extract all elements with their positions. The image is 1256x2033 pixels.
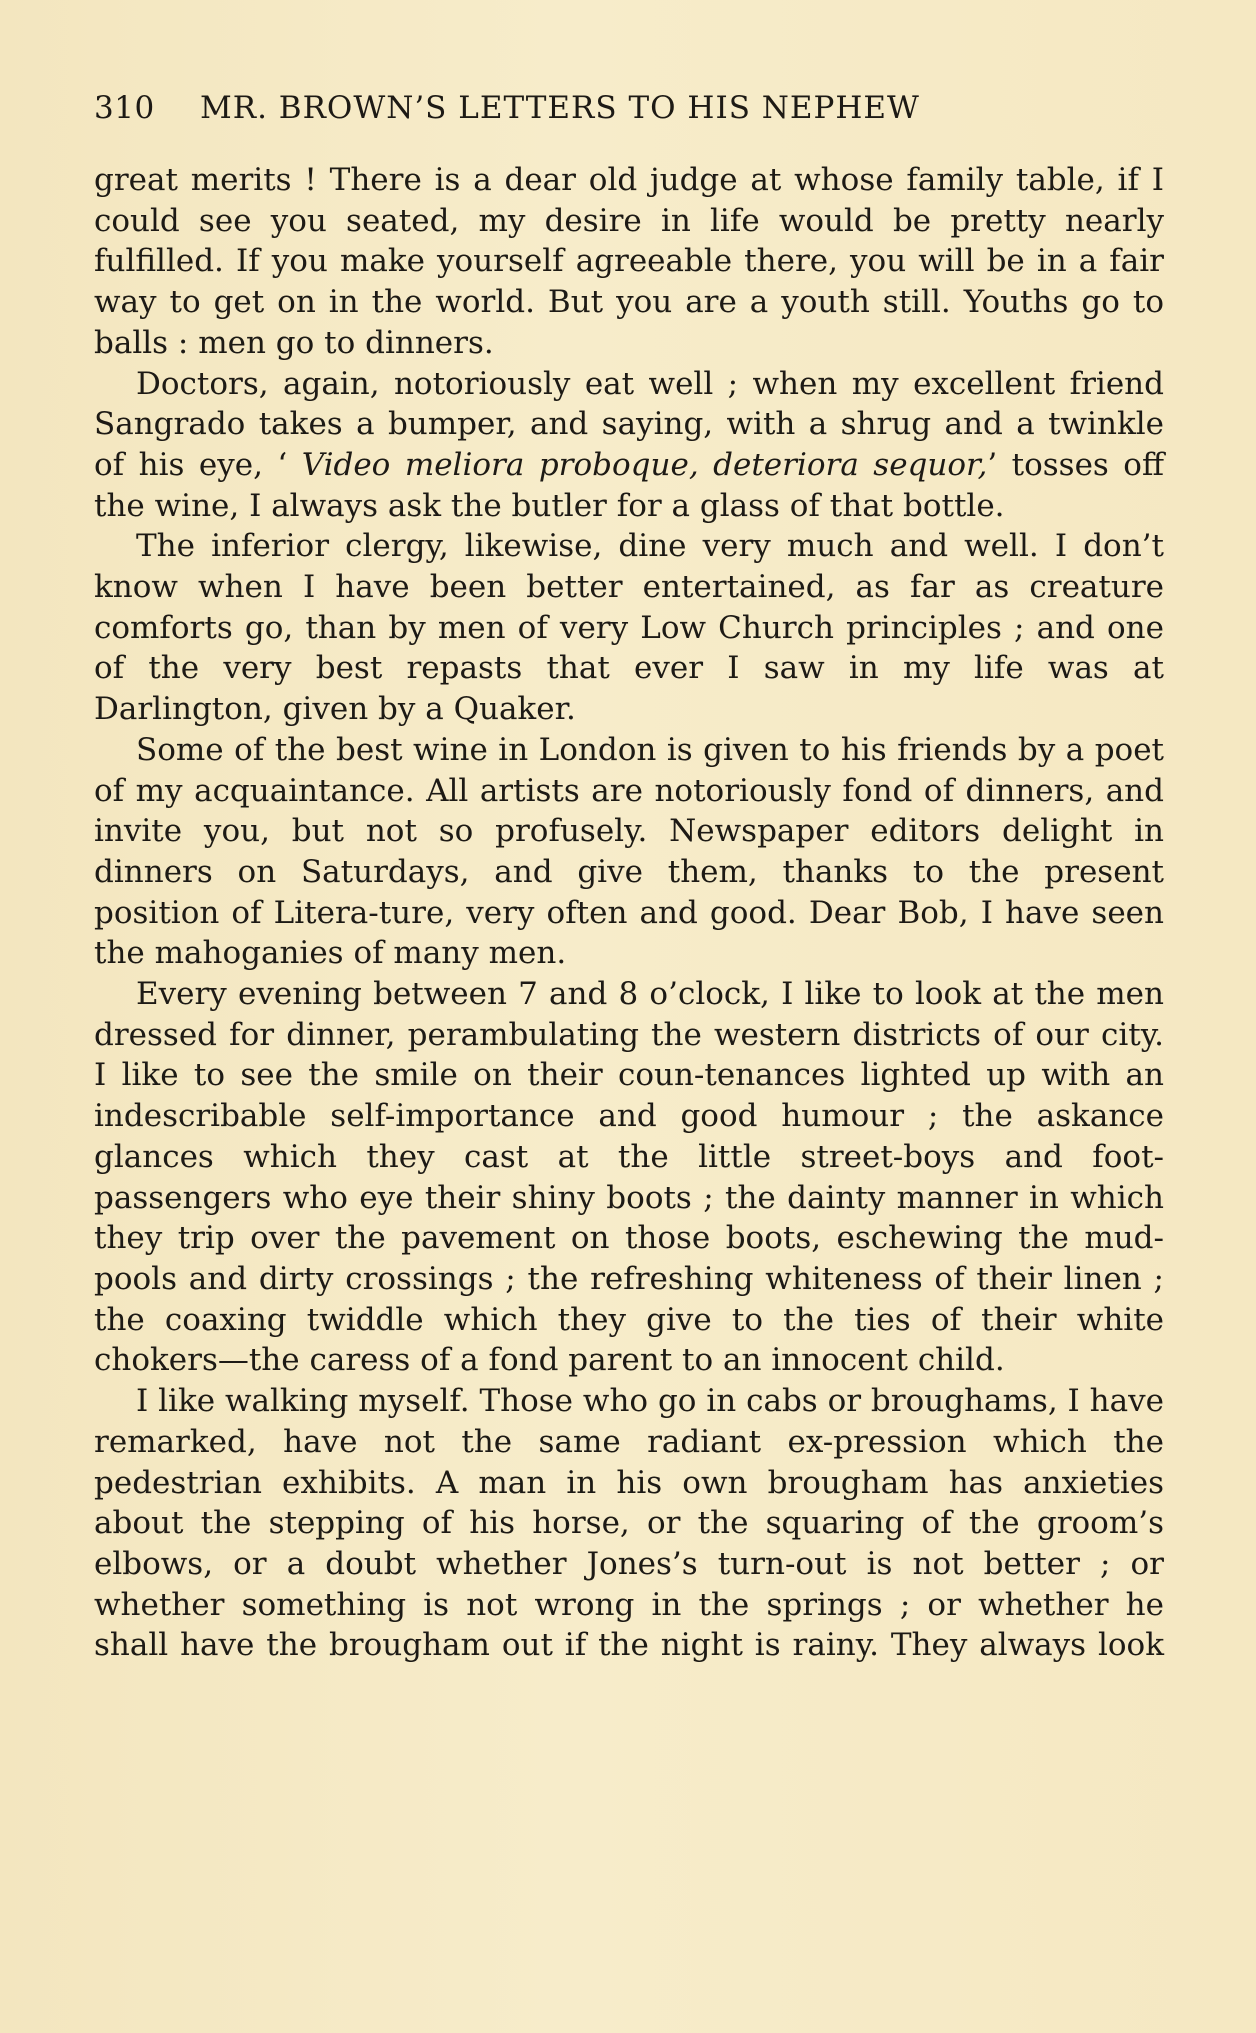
paragraph-2 <box>94 364 1164 527</box>
paragraph-1: great merits ! There is a dear old judge at whose family table, if I could see you seated, my desire in life would be pretty nearly fulfilled. If you make yourself agreeable there, you will be in a fair way to get on in the world. But you are a youth still. Youths go to balls : men go to dinners. <box>94 162 1164 361</box>
body-text <box>94 160 1164 1666</box>
latin-quotation: Video meliora proboque, deteriora sequor, <box>301 446 988 483</box>
paragraph-2-before: Doctors, again, notoriously eat well ; when my excellent friend Sangrado takes a bumper, and saying, with a shrug and a twinkle of his eye, ‘ <box>94 365 1164 483</box>
paragraph-5: Every evening between 7 and 8 o’clock, I like to look at the men dressed for dinner, perambulating the western districts of our city. I like to see the smile on their coun-tenances lighted up with an indescribable self-importance and good humour ; the askance glances which they cast at the little street-boys and foot-passengers who eye their shiny boots ; the dainty manner in which they trip over the pavement on those boots, eschewing the mud-pools and dirty crossings ; the refreshing whiteness of their linen ; the coaxing twiddle which they give to the ties of their white chokers—the caress of a fond parent to an innocent child. <box>94 976 1164 1379</box>
paragraph-4: Some of the best wine in London is given to his friends by a poet of my acquaintance. All artists are notoriously fond of dinners, and invite you, but not so profusely. Newspaper editors delight in dinners on Saturdays, and give them, thanks to the present position of Litera-ture, very often and good. Dear Bob, I have seen the mahoganies of many men. <box>94 731 1164 972</box>
running-title: MR. BROWN’S LETTERS TO HIS NEPHEW <box>200 90 920 126</box>
paragraph-3: The inferior clergy, likewise, dine very much and well. I don’t know when I have been better entertained, as far as creature comforts go, than by men of very Low Church principles ; and one of the very best repasts that ever I saw in my life was at Darlington, given by a Quaker. <box>94 528 1164 728</box>
paragraph-2-after: ’ tosses off the wine, I always ask the butler for a glass of that bottle. <box>94 446 1164 524</box>
page-number: 310 <box>94 90 155 126</box>
running-head <box>94 86 1164 130</box>
paragraph-6: I like walking myself. Those who go in cabs or broughams, I have remarked, have not the same radiant ex-pression which the pedestrian exhibits. A man in his own brougham has anxieties about the stepping of his horse, or the squaring of the groom’s elbows, or a doubt whether Jones’s turn-out is not better ; or whether something is not wrong in the springs ; or whether he shall have the brougham out if the night is rainy. They always look <box>94 1383 1164 1664</box>
